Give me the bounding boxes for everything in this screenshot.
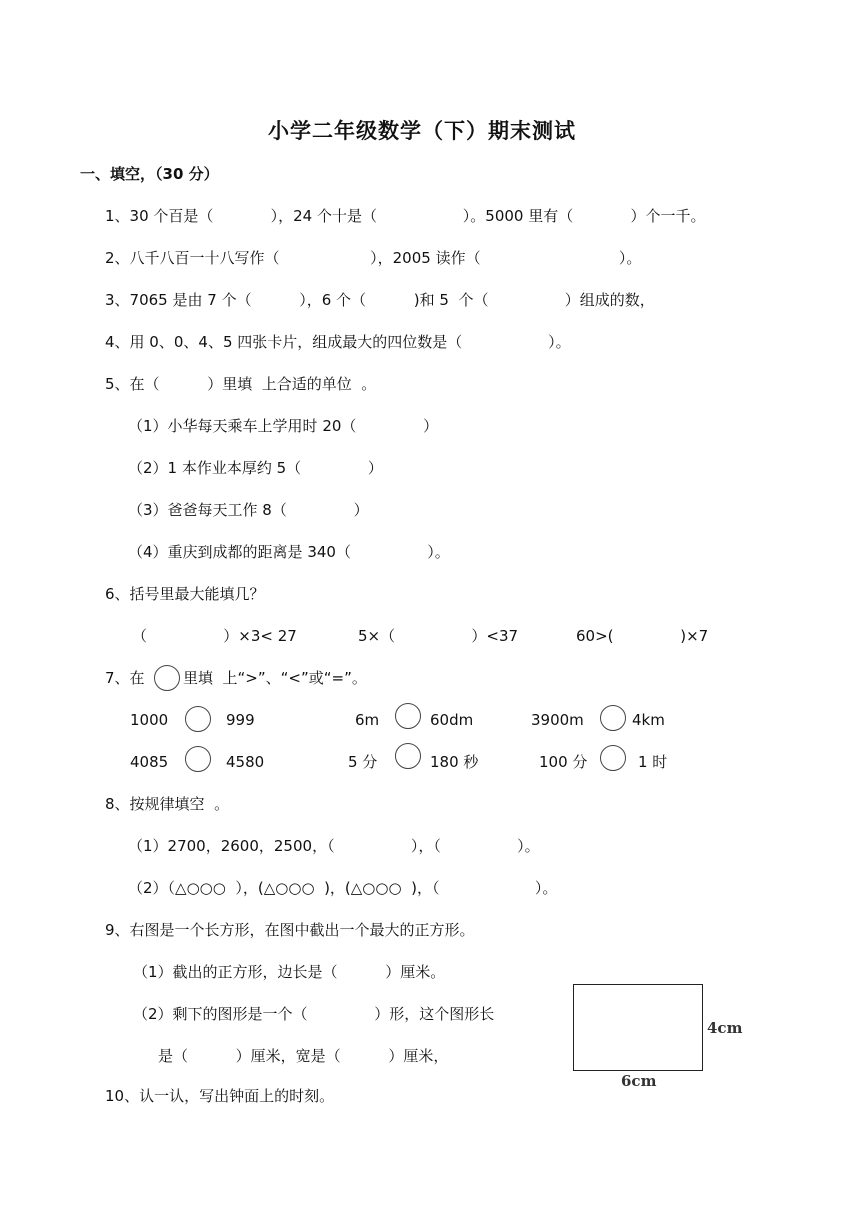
- compare-b-circle[interactable]: [395, 703, 421, 729]
- question-10: 10、认一认，写出钟面上的时刻。: [105, 1087, 335, 1105]
- question-5-4: （4）重庆到成都的距离是 340（ ）。: [128, 543, 450, 561]
- question-9-3: 是（ ）厘米，宽是（ ）厘米，: [158, 1047, 449, 1065]
- compare-c-circle[interactable]: [600, 705, 626, 731]
- question-6-b: 5×（ ）<37: [358, 627, 519, 645]
- compare-b-left: 6m: [355, 711, 380, 729]
- question-5-2: （2）1 本作业本厚约 5（ ）: [128, 459, 383, 477]
- compare-b-right: 60dm: [430, 711, 474, 729]
- question-5-1: （1）小华每天乘车上学用时 20（ ）: [128, 417, 439, 435]
- question-7-prefix: 7、在: [105, 669, 145, 687]
- question-6-c: 60>( )×7: [576, 627, 709, 645]
- question-6-a: （ ）×3< 27: [132, 627, 297, 645]
- question-8: 8、按规律填空 。: [105, 795, 230, 813]
- comparison-circle-example: [154, 665, 180, 691]
- compare-e-right: 180 秒: [430, 753, 479, 771]
- compare-a-right: 999: [226, 711, 255, 729]
- page-title: 小学二年级数学（下）期末测试: [268, 119, 576, 143]
- compare-c-right: 4km: [632, 711, 665, 729]
- compare-d-left: 4085: [130, 753, 169, 771]
- compare-c-left: 3900m: [531, 711, 584, 729]
- compare-a-circle[interactable]: [185, 706, 211, 732]
- compare-d-circle[interactable]: [185, 746, 211, 772]
- question-3: 3、7065 是由 7 个（ ），6 个（ )和 5 个（ ）组成的数，: [105, 291, 655, 309]
- question-6: 6、括号里最大能填几？: [105, 585, 265, 603]
- question-8-2: （2）（△○○○ ），(△○○○ )，(△○○○ )，（ ）。: [128, 879, 558, 897]
- question-9-1: （1）截出的正方形，边长是（ ）厘米。: [133, 963, 446, 981]
- compare-d-right: 4580: [226, 753, 265, 771]
- question-2: 2、八千八百一十八写作（ ），2005 读作（ ）。: [105, 249, 642, 267]
- compare-f-left: 100 分: [539, 753, 588, 771]
- question-5-3: （3）爸爸每天工作 8（ ）: [128, 501, 369, 519]
- compare-f-circle[interactable]: [600, 745, 626, 771]
- question-8-1: （1）2700，2600，2500，（ ），（ ）。: [128, 837, 540, 855]
- question-7-suffix: 里填 上“>”、“<”或“=”。: [183, 669, 367, 687]
- section-heading: 一、填空，（30 分）: [80, 165, 219, 183]
- question-5: 5、在（ ）里填 上合适的单位 。: [105, 375, 377, 393]
- compare-e-circle[interactable]: [395, 743, 421, 769]
- compare-f-right: 1 时: [638, 753, 668, 771]
- rectangle-height-label: 4cm: [707, 1019, 743, 1037]
- question-9: 9、右图是一个长方形，在图中截出一个最大的正方形。: [105, 921, 475, 939]
- question-1: 1、30 个百是（ ），24 个十是（ ）。5000 里有（ ）个一千。: [105, 207, 706, 225]
- question-9-2: （2）剩下的图形是一个（ ）形，这个图形长: [133, 1005, 495, 1023]
- rectangle-figure: [573, 984, 703, 1071]
- question-4: 4、用 0、0、4、5 四张卡片，组成最大的四位数是（ ）。: [105, 333, 571, 351]
- rectangle-width-label: 6cm: [621, 1072, 657, 1090]
- compare-a-left: 1000: [130, 711, 169, 729]
- compare-e-left: 5 分: [348, 753, 378, 771]
